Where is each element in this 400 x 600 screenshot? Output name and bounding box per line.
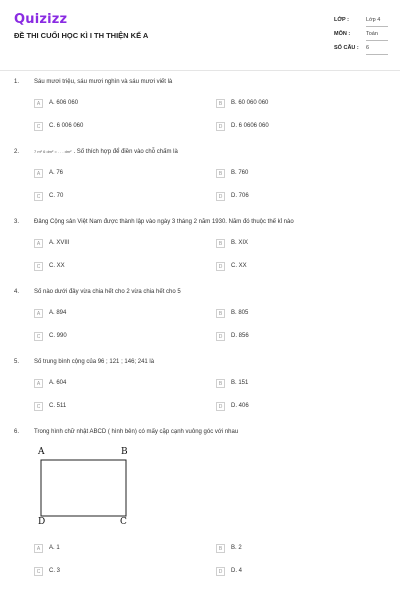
option-letter-box: A xyxy=(34,169,43,178)
option-text: C. XX xyxy=(231,263,247,269)
option-letter-box: C xyxy=(34,402,43,411)
question-number: 5. xyxy=(14,359,20,365)
class-value: Lớp 4 xyxy=(366,17,381,23)
question-number: 2. xyxy=(14,149,20,155)
option-letter-box: A xyxy=(34,544,43,553)
question-text: Sáu mươi triệu, sáu mươi nghìn và sáu mươi viết là xyxy=(34,79,173,85)
option-text: D. 4 xyxy=(231,568,243,574)
option-letter-box: C xyxy=(34,567,43,576)
option-text: D. 856 xyxy=(231,333,249,339)
option-text: C. 990 xyxy=(49,333,67,339)
worksheet-title: ĐỀ THI CUỐI HỌC KÌ I TH THIỆN KẾ A xyxy=(14,31,149,40)
question-text: Trong hình chữ nhật ABCD ( hình bên) có mấy cặp cạnh vuông góc với nhau xyxy=(34,429,239,435)
option-text: B. 151 xyxy=(231,380,249,386)
vertex-b-label: B xyxy=(121,447,128,457)
option-text: C. 70 xyxy=(49,193,64,199)
option-text: D. 406 xyxy=(231,403,249,409)
question-number: 3. xyxy=(14,219,20,225)
class-underline xyxy=(366,26,388,27)
option-text: A. 604 xyxy=(49,380,67,386)
option-text: B. XIX xyxy=(231,240,249,246)
class-label: LỚP : xyxy=(334,17,349,23)
question-number: 4. xyxy=(14,289,20,295)
subject-label: MÔN : xyxy=(334,31,351,37)
option-letter-box: D xyxy=(216,192,225,201)
option-letter-box: D xyxy=(216,567,225,576)
rectangle-abcd-diagram xyxy=(34,447,138,529)
option-text: B. 805 xyxy=(231,310,249,316)
question-text: Số nào dưới đây vừa chia hết cho 2 vừa chia hết cho 5 xyxy=(34,289,181,295)
option-text: D. 6 0606 060 xyxy=(231,123,269,129)
option-text: A. 894 xyxy=(49,310,67,316)
option-letter-box: A xyxy=(34,309,43,318)
option-text: B. 60 060 060 xyxy=(231,100,269,106)
quizizz-logo: Quizizz xyxy=(14,12,68,27)
option-letter-box: C xyxy=(34,122,43,131)
option-text: A. XVIII xyxy=(49,240,70,246)
option-letter-box: B xyxy=(216,544,225,553)
question-text: Số trung bình cộng của 96 ; 121 ; 146; 241 là xyxy=(34,359,155,365)
option-letter-box: B xyxy=(216,239,225,248)
option-text: A. 606 060 xyxy=(49,100,79,106)
option-letter-box: D xyxy=(216,122,225,131)
question-count-value: 6 xyxy=(366,45,370,51)
option-text: C. 6 006 060 xyxy=(49,123,84,129)
question-text xyxy=(34,149,178,155)
option-text: C. 511 xyxy=(49,403,67,409)
vertex-d-label: D xyxy=(38,517,46,527)
question-number: 1. xyxy=(14,79,20,85)
rectangle-shape xyxy=(41,460,126,516)
question-text: Đảng Cộng sản Việt Nam được thành lập vào ngày 3 tháng 2 năm 1930. Năm đó thuộc thế kỉ nào xyxy=(34,219,294,225)
question-count-label: SỐ CÂU : xyxy=(334,45,359,51)
option-letter-box: B xyxy=(216,99,225,108)
header-divider xyxy=(0,70,400,71)
option-text: C. XX xyxy=(49,263,65,269)
option-text: D. 706 xyxy=(231,193,249,199)
option-text: C. 3 xyxy=(49,568,61,574)
vertex-c-label: C xyxy=(120,517,127,527)
option-letter-box: D xyxy=(216,262,225,271)
option-letter-box: D xyxy=(216,402,225,411)
vertex-a-label: A xyxy=(38,447,45,457)
option-text: B. 760 xyxy=(231,170,249,176)
question-number: 6. xyxy=(14,429,20,435)
option-letter-box: C xyxy=(34,332,43,341)
question-count-underline xyxy=(366,54,388,55)
option-letter-box: C xyxy=(34,262,43,271)
option-text: A. 1 xyxy=(49,545,60,551)
option-letter-box: B xyxy=(216,379,225,388)
option-letter-box: A xyxy=(34,379,43,388)
option-letter-box: A xyxy=(34,239,43,248)
option-text: A. 76 xyxy=(49,170,64,176)
option-letter-box: D xyxy=(216,332,225,341)
option-letter-box: C xyxy=(34,192,43,201)
subject-value: Toán xyxy=(366,31,378,37)
subject-underline xyxy=(366,40,388,41)
option-letter-box: B xyxy=(216,309,225,318)
option-letter-box: A xyxy=(34,99,43,108)
option-letter-box: B xyxy=(216,169,225,178)
option-text: B. 2 xyxy=(231,545,242,551)
question-text-suffix: . Số thích hợp để điền vào chỗ chấm là xyxy=(73,149,178,155)
unit-conversion-formula: 7 m² 6 dm² = . . . dm² xyxy=(34,149,72,154)
worksheet-header xyxy=(0,0,400,70)
